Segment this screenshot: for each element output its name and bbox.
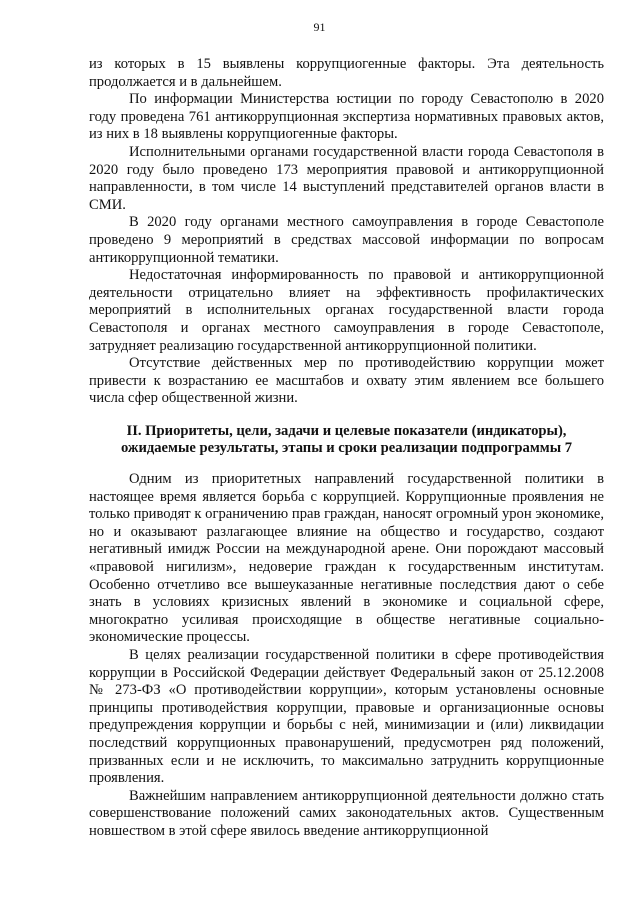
paragraph-lack-of-measures: Отсутствие действенных мер по противодействию коррупции может привести к возрастанию ее масштабов и охвату этим явлением все большего числа сфер общественной жизни.: [89, 355, 604, 407]
paragraph-ministry-justice: По информации Министерства юстиции по городу Севастополю в 2020 году проведена 761 антикоррупционная экспертиза нормативных правовых актов, из них в 18 выявлены коррупциогенные факторы.: [89, 91, 604, 143]
paragraph-legislative-improvement: Важнейшим направлением антикоррупционной деятельности должно стать совершенствование положений самих законодательных актов. Существенным новшеством в этой сфере явилось введение антикоррупционной: [89, 787, 604, 839]
page-number: 91: [313, 20, 326, 34]
paragraph-continuation: из которых в 15 выявлены коррупциогенные факторы. Эта деятельность продолжается и в дальнейшем.: [89, 56, 604, 90]
paragraph-executive-bodies: Исполнительными органами государственной власти города Севастополя в 2020 году было проведено 173 мероприятия правовой и антикоррупционной направленности, в том числе 14 выступлений представителей органов власти в СМИ.: [89, 143, 604, 213]
paragraph-insufficient-awareness: Недостаточная информированность по правовой и антикоррупционной деятельности отрицательно влияет на эффективность профилактических мероприятий в исполнительных органах государственной власти города Севастополя и органах местного самоуправления в городе Севастополе, затрудняет реализацию государственной антикоррупционной политики.: [89, 267, 604, 354]
paragraph-priority-directions: Одним из приоритетных направлений государственной политики в настоящее время является борьба с коррупцией. Коррупционные проявления не только приводят к ограничению прав граждан, наносят огромный урон экономике, но и оказывают разлагающее влияние на общество и государство, создают негативный имидж России на международной арене. Они порождают массовый «правовой нигилизм», недоверие граждан к государственным институтам. Особенно отчетливо все вышеуказанные негативные последствия дают о себе знать в условиях кризисных явлений в экономике и социальной сфере, многократно усиливая происходящие в обществе негативные социально-экономические процессы.: [89, 471, 604, 646]
document-body: [89, 56, 604, 841]
paragraph-federal-law: В целях реализации государственной политики в сфере противодействия коррупции в Российской Федерации действует Федеральный закон от 25.12.2008 № 273-ФЗ «О противодействии коррупции», которым установлены основные принципы противодействия коррупции, правовые и организационные основы предупреждения коррупции и борьбы с ней, минимизации и (или) ликвидации последствий коррупционных правонарушений, предусмотрен ряд положений, призванных если и не исключить, то максимально затруднить коррупционные проявления.: [89, 647, 604, 787]
paragraph-local-government: В 2020 году органами местного самоуправления в городе Севастополе проведено 9 мероприятий в средствах массовой информации по вопросам антикоррупционной тематики.: [89, 214, 604, 266]
section-heading: II. Приоритеты, цели, задачи и целевые показатели (индикаторы), ожидаемые результаты, этапы и сроки реализации подпрограммы 7: [120, 422, 573, 457]
